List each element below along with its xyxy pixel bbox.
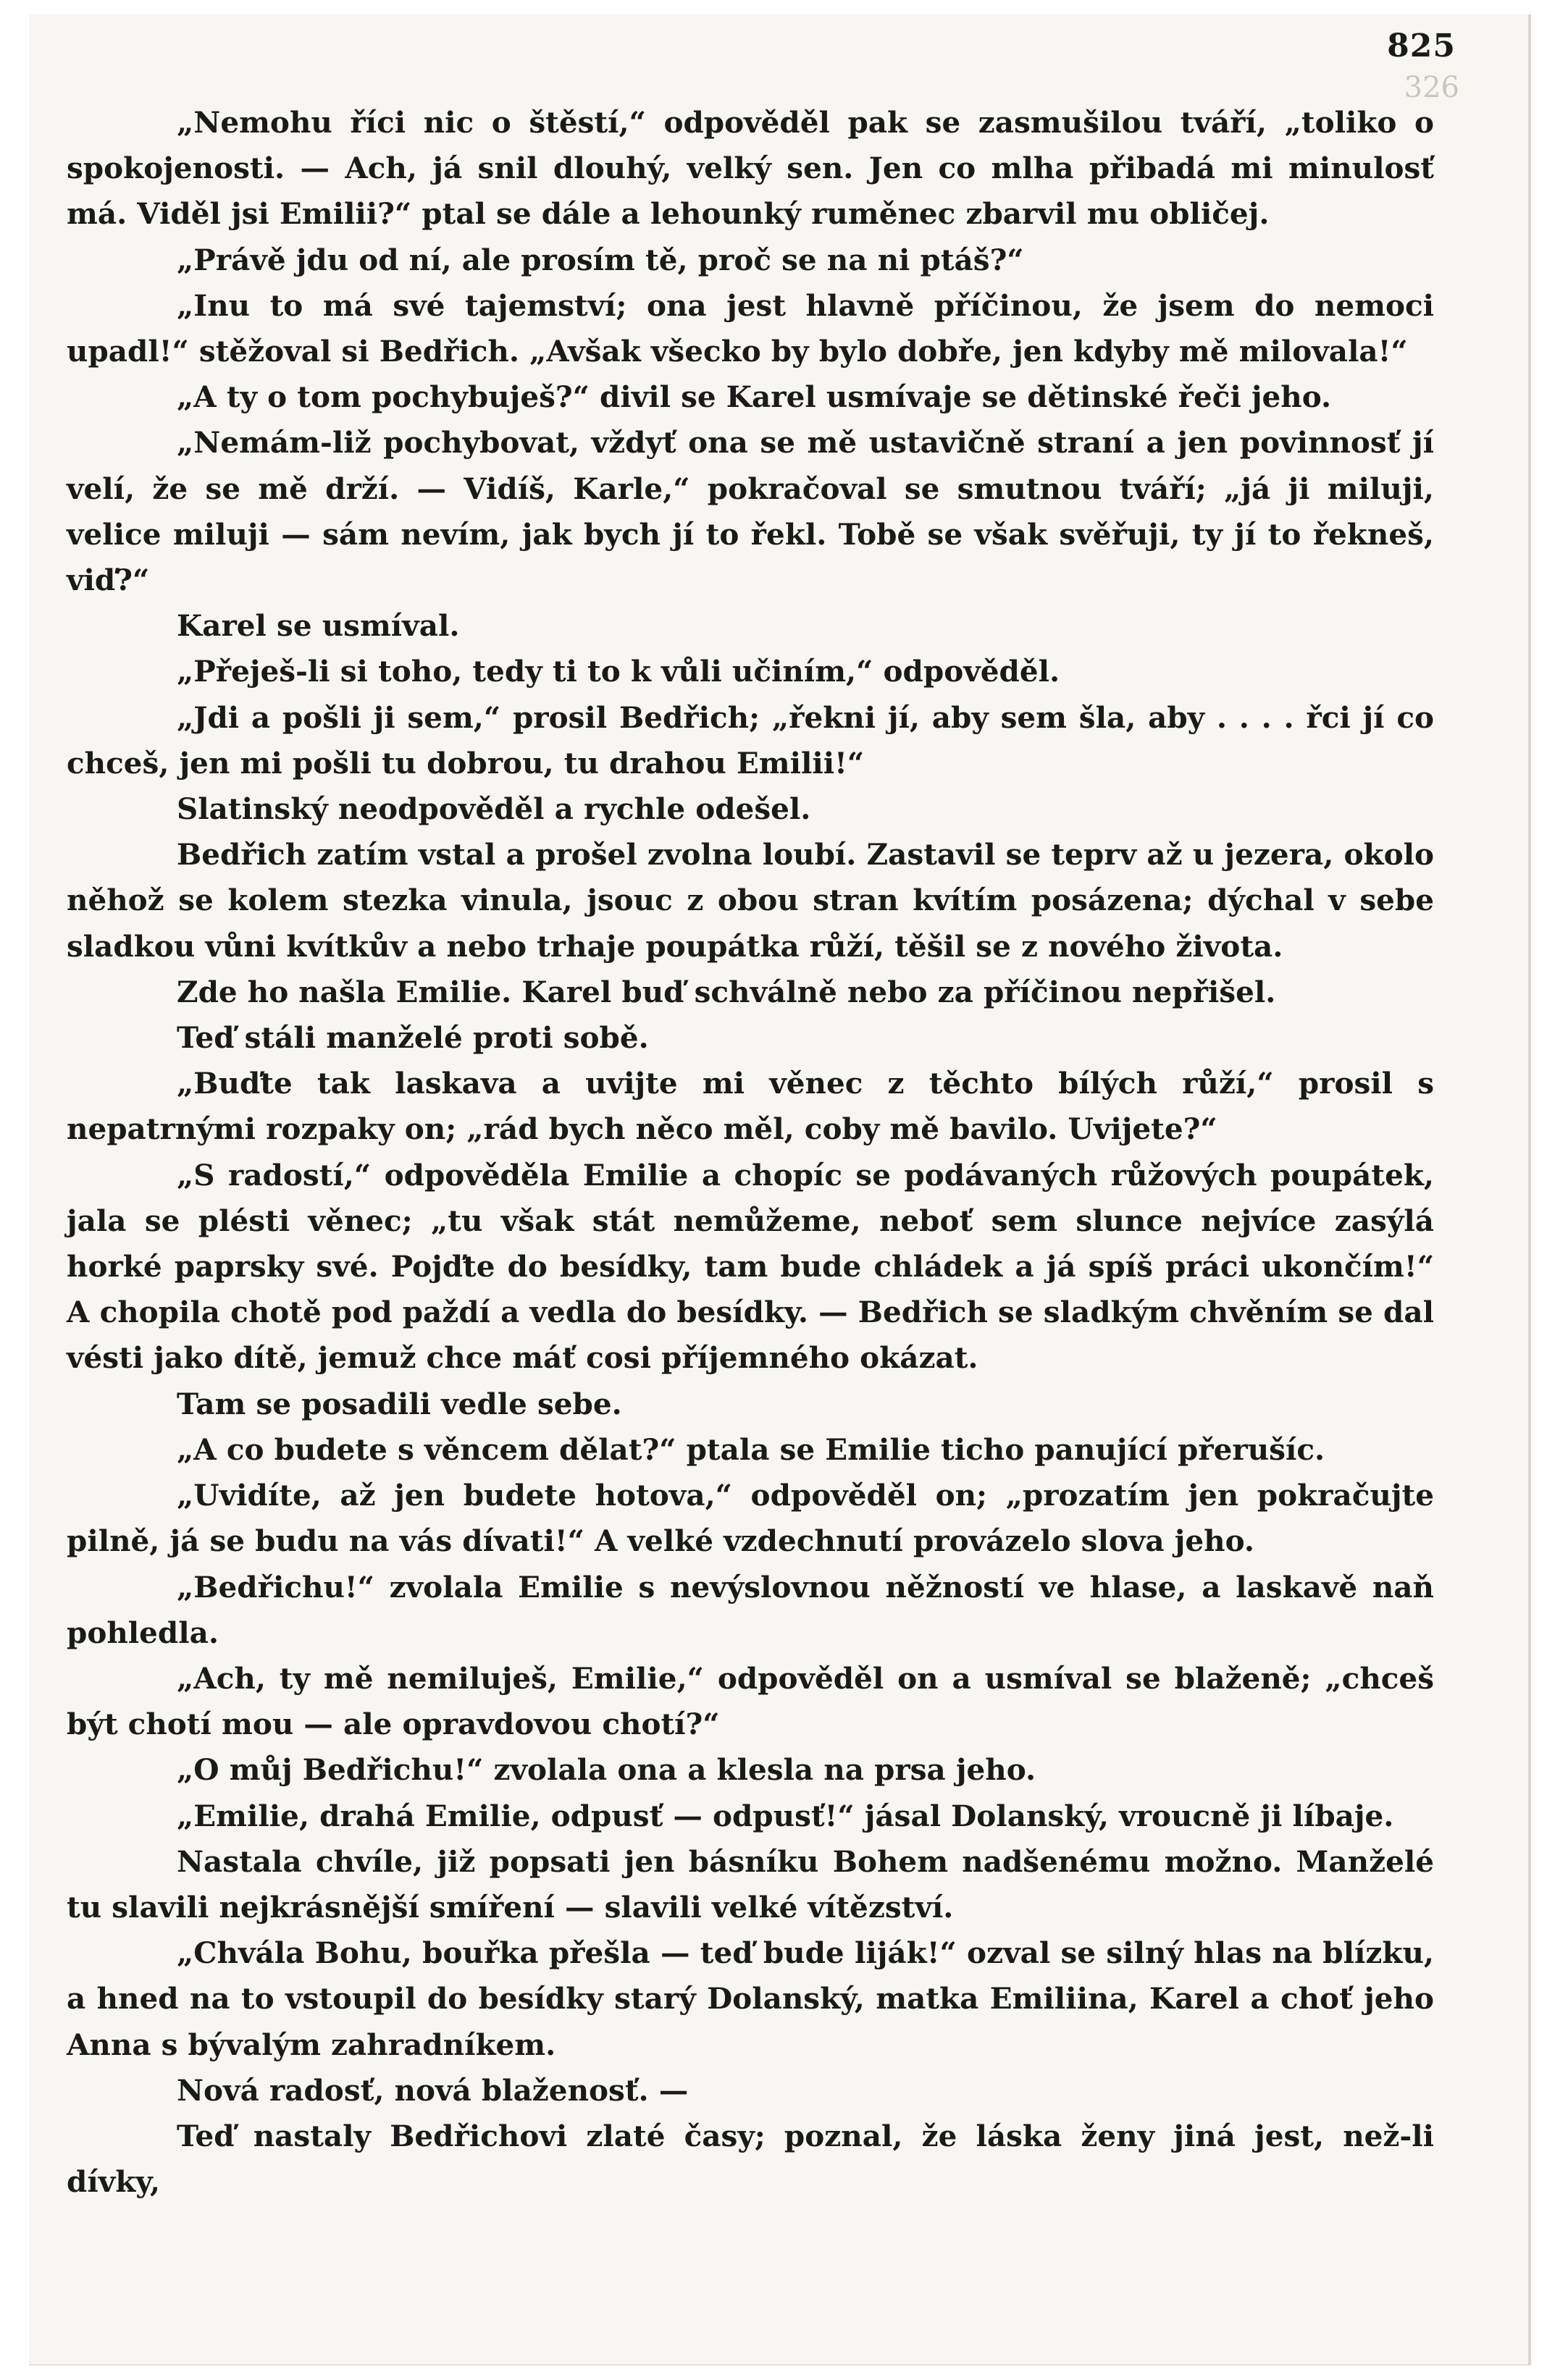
page-number: 825 [1387, 28, 1456, 64]
paragraph-21: „Emilie, drahá Emilie, odpusť — odpusť!“ jásal Dolanský, vroucně ji líbaje. [177, 1798, 1394, 1833]
paragraph-4: „A ty o tom pochybuješ?“ divil se Karel usmívaje se dětinské řeči jeho. [177, 379, 1332, 415]
paragraph-15: Tam se posadili vedle sebe. [177, 1386, 622, 1421]
paragraph-11: Zde ho našla Emilie. Karel buď schválně nebo za příčinou nepřišel. [177, 974, 1276, 1009]
paragraph-19: „Ach, ty mě nemiluješ, Emilie,“ odpověděl on a usmíval se blaženě; „chceš být chotí mou — ale opravdovou chotí?“ [67, 1660, 1434, 1742]
paragraph-16: „A co budete s věncem dělat?“ ptala se Emilie ticho panující přerušíc. [177, 1431, 1325, 1467]
paragraph-10: Bedřich zatím vstal a prošel zvolna loubí. Zastavil se teprv až u jezera, okolo něhož se kolem stezka vinula, jsouc z obou stran kvítím posázena; dýchal v sebe sladkou vůni kvítkův a nebo trhaje poupátka růží, těšil se z nového života. [67, 837, 1434, 964]
paragraph-18: „Bedřichu!“ zvolala Emilie s nevýslovnou něžností ve hlase, a laskavě naň pohledla. [67, 1569, 1434, 1650]
body-text [67, 100, 1434, 2205]
paragraph-2: „Právě jdu od ní, ale prosím tě, proč se na ni ptáš?“ [177, 242, 1024, 277]
paragraph-20: „O můj Bedřichu!“ zvolala ona a klesla na prsa jeho. [177, 1752, 1036, 1788]
paragraph-6: Karel se usmíval. [177, 608, 460, 644]
paragraph-1: „Nemohu říci nic o štěstí,“ odpověděl pak se zasmušilou tváří, „toliko o spokojenosti. — Ach, já snil dlouhý, velký sen. Jen co mlha přibadá mi minulosť má. Viděl jsi Emilii?“ ptal se dále a lehounký ruměnec zbarvil mu obličej. [67, 105, 1434, 232]
paragraph-5: „Nemám-liž pochybovat, vždyť ona se mě ustavičně straní a jen povinnosť jí velí, že se mě drží. — Vidíš, Karle,“ pokračoval se smutnou tváří; „já ji miluji, velice miluji — sám nevím, jak bych jí to řekl. Tobě se však svěřuji, ty jí to řekneš, viď?“ [67, 425, 1434, 598]
paragraph-9: Slatinský neodpověděl a rychle odešel. [177, 791, 811, 827]
book-page [29, 14, 1531, 2366]
paragraph-3: „Inu to má své tajemství; ona jest hlavně příčinou, že jsem do nemoci upadl!“ stěžoval si Bedřich. „Avšak všecko by bylo dobře, jen kdyby mě milovala!“ [67, 287, 1434, 369]
paragraph-17: „Uvidíte, až jen budete hotova,“ odpověděl on; „prozatím jen pokračujte pilně, já se budu na vás dívati!“ A velké vzdechnutí provázelo slova jeho. [67, 1478, 1434, 1559]
paragraph-22: Nastala chvíle, již popsati jen básníku Bohem nadšenému možno. Manželé tu slavili nejkrásnější smíření — slavili velké vítězství. [67, 1843, 1434, 1925]
paragraph-12: Teď stáli manželé proti sobě. [177, 1020, 649, 1056]
paragraph-14: „S radostí,“ odpověděla Emilie a chopíc se podávaných růžových poupátek, jala se plésti věnec; „tu však stát nemůžeme, neboť sem slunce nejvíce zasýlá horké paprsky své. Pojďte do besídky, tam bude chládek a já spíš práci ukončím!“ A chopila chotě pod paždí a vedla do besídky. — Bedřich se sladkým chvěním se dal vésti jako dítě, jemuž chce máť cosi příjemného okázat. [67, 1157, 1434, 1376]
paragraph-7: „Přeješ-li si toho, tedy ti to k vůli učiním,“ odpověděl. [177, 654, 1060, 689]
paragraph-24: Nová radosť, nová blaženosť. — [177, 2072, 689, 2108]
bleed-through-page-number: 326 [1404, 71, 1459, 104]
paragraph-8: „Jdi a pošli ji sem,“ prosil Bedřich; „řekni jí, aby sem šla, aby . . . . řci jí co chceš, jen mi pošli tu dobrou, tu drahou Emilii!“ [67, 699, 1434, 781]
paragraph-25: Teď nastaly Bedřichovi zlaté časy; poznal, že láska ženy jiná jest, než-li dívky, [67, 2118, 1434, 2200]
paragraph-13: „Buďte tak laskava a uvijte mi věnec z těchto bílých růží,“ prosil s nepatrnými rozpaky on; „rád bych něco měl, coby mě bavilo. Uvijete?“ [67, 1066, 1434, 1147]
paragraph-23: „Chvála Bohu, bouřka přešla — teď bude liják!“ ozval se silný hlas na blízku, a hned na to vstoupil do besídky starý Dolanský, matka Emiliina, Karel a choť jeho Anna s bývalým zahradníkem. [67, 1935, 1434, 2062]
